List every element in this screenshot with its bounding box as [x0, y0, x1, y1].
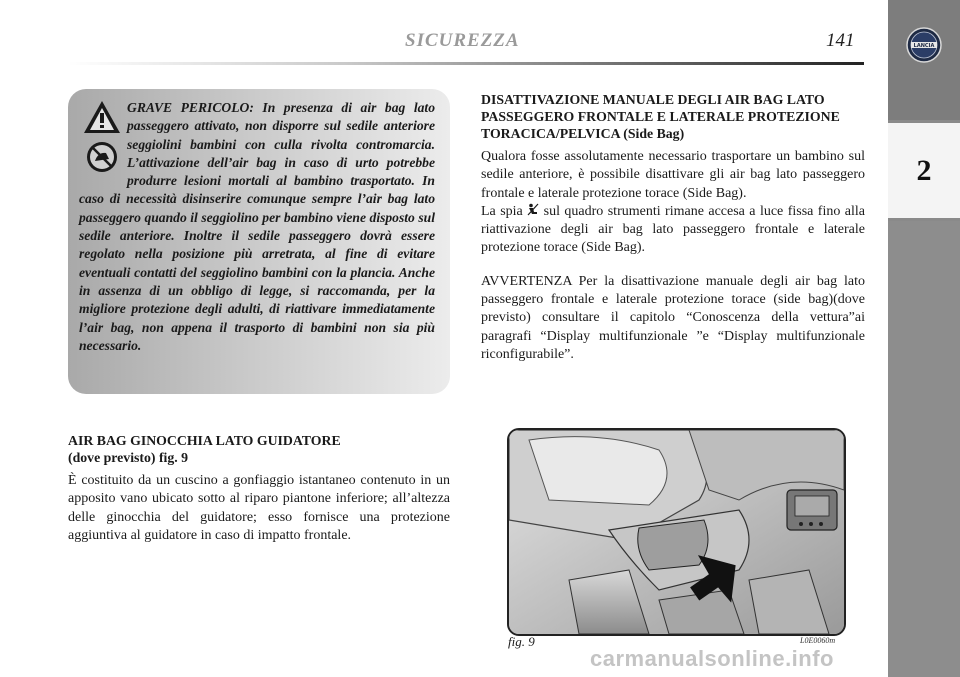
lancia-logo-icon	[906, 27, 942, 63]
warning-text	[79, 99, 435, 355]
warning-text-content: GRAVE PERICOLO: In presenza di air bag lato passeggero attivato, non disporre sul sedile anteriore seggiolini bambini con culla rivolta contromarcia. L’attivazione dell’air bag in caso di urto potrebbe produrre lesioni mortali al bambino trasportato. In caso di necessità disinserire comunque sempre l’air bag lato passeggero quando il seggiolino per bambino viene disposto sul sedile anteriore. Inoltre il sedile passeggero dovrà essere regolato nella posizione più arretrata, al fine di evitare eventuali contatti del seggiolino bambini con la plancia. Anche in assenza di un obbligo di legge, si raccomanda, per la migliore protezione degli adulti, di riattivare immediatamente l’air bag, non appena il trasporto di bambini non sia più necessario.	[79, 100, 435, 353]
paragraph-gap	[481, 258, 865, 273]
watermark-text: carmanualsonline.info	[590, 646, 834, 671]
section-title: SICUREZZA	[405, 30, 520, 51]
page-number: 141	[826, 30, 855, 51]
header-divider	[68, 62, 864, 65]
paragraph-warning-light-start: La spia	[481, 203, 528, 219]
knee-airbag-drawing	[509, 430, 844, 634]
chapter-tab[interactable]: 2	[888, 123, 960, 218]
paragraph-avvertenza: AVVERTENZA Per la disattivazione manuale degli air bag lato passeggero frontale e laterale protezione torace (side bag)(dove previsto) consultare il capitolo “Conoscenza della vettura”ai paragrafi “Display multifunzionale ”e “Display multifunzionale riconfigurabile”.	[481, 273, 865, 362]
paragraph-deactivation-intro: Qualora fosse assolutamente necessario trasportare un bambino sul sedile anteriore, è possibile disattivare gli air bag lato passeggero frontale e laterale protezione torace (Side Bag).	[481, 149, 865, 201]
paragraph-knee-airbag: È costituito da un cuscino a gonfiaggio istantaneo contenuto in un apposito vano ubicato sotto al riparo piantone inferiore; all’altezza delle ginocchia del guidatore; esso fornisce una protezione aggiuntiva al guidatore in caso di impatto frontale.	[68, 473, 450, 543]
paragraph-warning-light-end: sul quadro strumenti rimane accesa a luce fissa fino alla riattivazione degli air bag lato passeggero frontale e laterale protezione torace (Side Bag).	[481, 203, 866, 256]
paragraph-warning-light	[481, 203, 865, 258]
figure-caption: fig. 9	[508, 634, 535, 649]
sidebar-tab-top	[888, 0, 960, 120]
icon-spacer	[79, 99, 127, 189]
left-column	[68, 432, 450, 545]
knee-airbag-heading-line2: (dove previsto) fig. 9	[68, 450, 189, 465]
svg-text:LANCIA: LANCIA	[913, 43, 935, 49]
airbag-off-warning-light-icon	[527, 203, 539, 216]
sidebar-tab-bottom	[888, 221, 960, 677]
section-heading-deactivation: DISATTIVAZIONE MANUALE DEGLI AIR BAG LATO PASSEGGERO FRONTALE E LATERALE PROTEZIONE TORACICA/PELVICA (Side Bag)	[481, 92, 840, 141]
right-column	[481, 91, 865, 364]
danger-warning-box	[68, 89, 450, 394]
section-heading-knee-airbag	[68, 432, 450, 466]
knee-airbag-heading-line1: AIR BAG GINOCCHIA LATO GUIDATORE	[68, 433, 341, 448]
figure-knee-airbag-illustration	[507, 428, 846, 636]
figure-code: L0E0060m	[800, 636, 836, 645]
chapter-sidebar	[888, 0, 960, 677]
